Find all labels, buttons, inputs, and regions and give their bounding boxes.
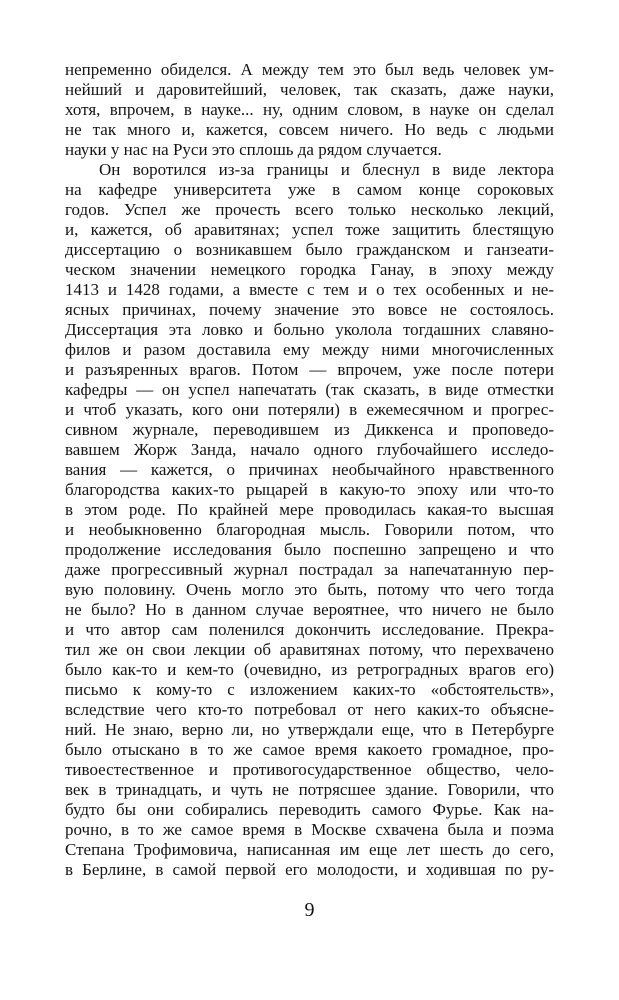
text-line: было как-то и кем-то (очевидно, из ретроградных врагов его)	[65, 660, 554, 679]
text-line: и необыкновенно благородная мысль. Говорили потом, что	[65, 520, 554, 539]
text-line: будто бы они собирались переводить самого Фурье. Как на-	[65, 800, 554, 819]
text-line: вследствие чего кто-то потребовал от него каких-то объясне-	[65, 700, 554, 719]
text-line: ний. Не знаю, верно ли, но утверждали еще, что в Петербурге	[65, 720, 554, 739]
text-line: сивном журнале, переводившем из Диккенса и проповедо-	[65, 420, 554, 439]
text-line: и, кажется, об аравитянах; успел тоже защитить блестящую	[65, 220, 554, 239]
text-line: в этом роде. По крайней мере проводилась какая-то высшая	[65, 500, 554, 519]
text-line: ясных причинах, почему значение это вовсе не состоялось.	[65, 300, 554, 319]
text-line: и чтоб указать, кого они потеряли) в ежемесячном и прогрес-	[65, 400, 554, 419]
text-line: не так много и, кажется, совсем ничего. Но ведь с людьми	[65, 120, 554, 139]
text-line: Степана Трофимовича, написанная им еще лет шесть до сего,	[65, 840, 554, 859]
text-line: не было? Но в данном случае вероятнее, что ничего не было	[65, 600, 554, 619]
text-line: на кафедре университета уже в самом конце сороковых	[65, 180, 554, 199]
page-text	[65, 60, 554, 880]
text-line: вавшем Жорж Занда, начало одного глубочайшего исследо-	[65, 440, 554, 459]
text-line: хотя, впрочем, в науке... ну, одним словом, в науке он сделал	[65, 100, 554, 119]
text-line: нейший и даровитейший, человек, так сказать, даже науки,	[65, 80, 554, 99]
text-line: в Берлине, в самой первой его молодости, и ходившая по ру-	[65, 860, 554, 879]
text-line: Диссертация эта ловко и больно уколола тогдашних славяно-	[65, 320, 554, 339]
text-line: век в тринадцать, и чуть не потрясшее здание. Говорили, что	[65, 780, 554, 799]
text-line: благородства каких-то рыцарей в какую-то эпоху или что-то	[65, 480, 554, 499]
text-line: было отыскано в то же самое время какоето громадное, про-	[65, 740, 554, 759]
text-line: рочно, в то же самое время в Москве схвачена была и поэма	[65, 820, 554, 839]
text-line: продолжение исследования было поспешно запрещено и что	[65, 540, 554, 559]
text-line: филов и разом доставила ему между ними многочисленных	[65, 340, 554, 359]
text-line: годов. Успел же прочесть всего только несколько лекций,	[65, 200, 554, 219]
text-line: письмо к кому-то с изложением каких-то «обстоятельств»,	[65, 680, 554, 699]
text-line: 1413 и 1428 годами, а вместе с тем и о тех особенных и не-	[65, 280, 554, 299]
text-line: и что автор сам поленился докончить исследование. Прекра-	[65, 620, 554, 639]
text-line: Он воротился из-за границы и блеснул в виде лектора	[99, 160, 554, 179]
text-line: ческом значении немецкого городка Ганау, в эпоху между	[65, 260, 554, 279]
text-line: диссертацию о возникавшем было гражданском и ганзеати-	[65, 240, 554, 259]
text-line: науки у нас на Руси это сплошь да рядом случается.	[65, 140, 442, 159]
text-line: и разъяренных врагов. Потом — впрочем, уже после потери	[65, 360, 554, 379]
text-line: вания — кажется, о причинах необычайного нравственного	[65, 460, 554, 479]
text-line: кафедры — он успел напечатать (так сказать, в виде отместки	[65, 380, 554, 399]
paragraph	[65, 60, 554, 160]
paragraph	[65, 160, 554, 880]
page-number: 9	[304, 899, 315, 921]
text-line: непременно обиделся. А между тем это был ведь человек ум-	[65, 60, 554, 79]
text-line: даже прогрессивный журнал пострадал за напечатанную пер-	[65, 560, 554, 579]
text-line: тил же он свои лекции об аравитянах потому, что перехвачено	[65, 640, 554, 659]
text-line: тивоестественное и противогосударственное общество, чело-	[65, 760, 554, 779]
text-line: вую половину. Очень могло это быть, потому что чего тогда	[65, 580, 554, 599]
